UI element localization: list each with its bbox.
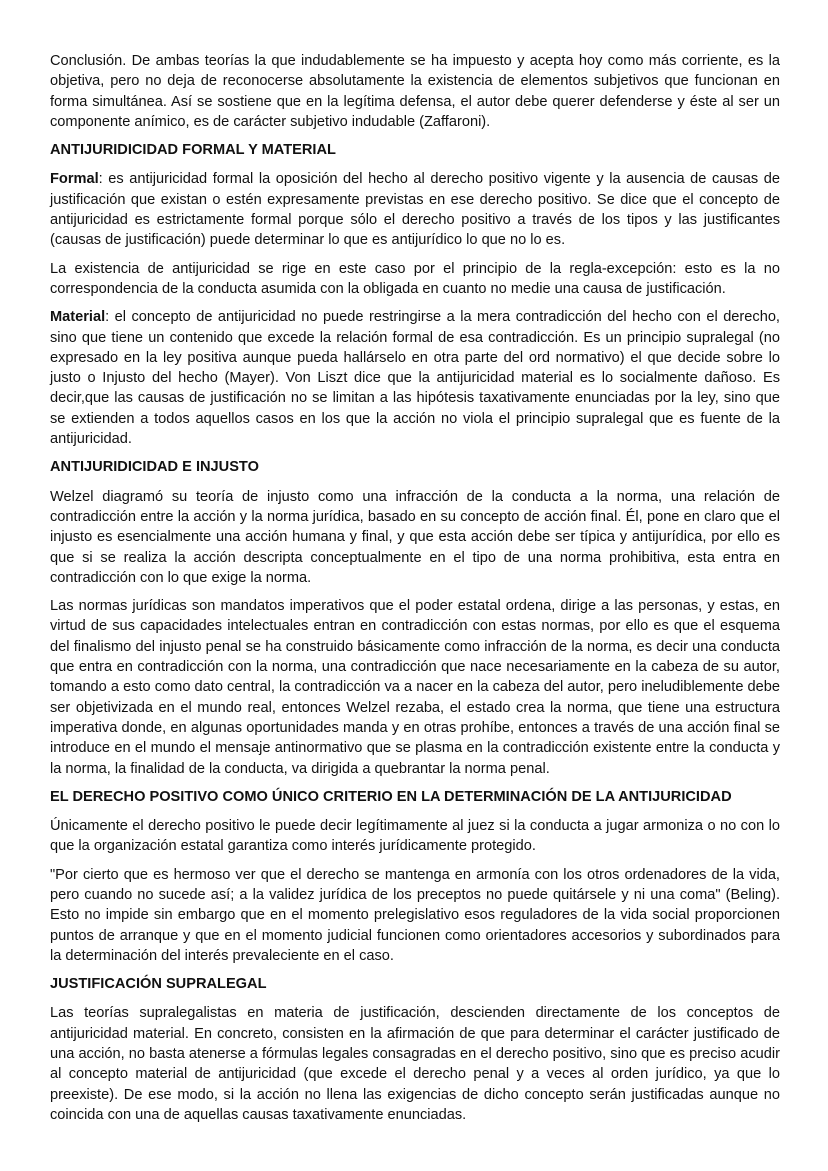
paragraph-regla-excepcion: La existencia de antijuricidad se rige en este caso por el principio de la regla-excepción: esto es la no correspondencia de la conducta asumida con la obligada en cuanto no medie una causa de justificación.: [50, 260, 780, 297]
heading-formal-material: ANTIJURIDICIDAD FORMAL Y MATERIAL: [50, 142, 336, 159]
paragraph-conclusion: Conclusión. De ambas teorías la que indudablemente se ha impuesto y acepta hoy como más corriente, es la objetiva, pero no deja de reconocerse absolutamente la existencia de elementos subjetivos que funcionan en forma simultánea. Así se sostiene que en la legítima defensa, el autor debe querer defenderse y éste al ser un componente anímico, es de carácter subjetivo indudable (Zaffaroni).: [50, 53, 780, 130]
heading-supralegal: JUSTIFICACIÓN SUPRALEGAL: [50, 976, 267, 993]
formal-text: : es antijuricidad formal la oposición del hecho al derecho positivo vigente y la ausencia de causas de justificación que existan o estén expresamente previstas en ese derecho positivo. Se dice que el concepto de antijuricidad es estrictamente formal porque sólo el derecho positivo a través de los tipos y las justificantes (causas de justificación) puede determinar lo que es antijurídico lo que no lo es.: [50, 171, 780, 249]
paragraph-welzel-2: Las normas jurídicas son mandatos imperativos que el poder estatal ordena, dirige a las personas, y estas, en virtud de sus capacidades intelectuales entran en contradicción con estas normas, por ello es que el esquema del finalismo del injusto penal se ha construido básicamente como infracción de la norma, es decir una conducta que entra en contradicción con la norma, una contradicción que nace necesariamente en la cabeza de su autor, tomando a esto como dato central, la contradicción va a nacer en la cabeza del autor, pero ineludiblemente debe ser objetivizada en el mundo real, entonces Welzel rezaba, el estado crea la norma, que tiene una estructura imperativa donde, en algunas oportunidades manda y en otras prohíbe, entonces a través de una acción final se introduce en el mundo el mensaje antinormativo que se plasma en la contradicción existente entre la conducta y la norma, la finalidad de la conducta, va dirigida a quebrantar la norma penal.: [50, 598, 780, 777]
term-formal: Formal: [50, 171, 99, 188]
material-text: : el concepto de antijuricidad no puede restringirse a la mera contradicción del hecho con el derecho, sino que tiene un contenido que excede la relación formal de esa contradicción. Es un principio supralegal (no expresado en la ley positiva aunque pueda hallárselo en otra parte del ord normativo) el que decide sobre lo justo o Injusto del hecho (Mayer). Von Liszt dice que la antijuricidad material es lo socialmente dañoso. Es decir,que las causas de justificación no se limitan a las hipótesis taxativamente enunciadas por la ley, sino que se extienden a todos aquellos casos en los que la acción no viola el principio supralegal que es fuente de la antijuricidad.: [50, 309, 780, 448]
heading-derecho-positivo: EL DERECHO POSITIVO COMO ÚNICO CRITERIO EN LA DETERMINACIÓN DE LA ANTIJURICIDAD: [50, 788, 732, 805]
paragraph-positivo-2: "Por cierto que es hermoso ver que el derecho se mantenga en armonía con los otros ordenadores de la vida, pero cuando no sucede así; a la validez jurídica de los preceptos no puede quitársele y ni una coma" (Beling). Esto no impide sin embargo que en el momento prelegislativo esos reguladores de la vida social proporcionen puntos de arranque y que en el momento judicial funcionen como orientadores accesorios y subordinados para la determinación del interés prevaleciente en el caso.: [50, 866, 780, 964]
paragraph-positivo-1: Únicamente el derecho positivo le puede decir legítimamente al juez si la conducta a jugar armoniza o no con lo que la organización estatal garantiza como interés jurídicamente protegido.: [50, 818, 780, 855]
term-material: Material: [50, 309, 106, 326]
paragraph-supralegal: Las teorías supralegalistas en materia de justificación, descienden directamente de los conceptos de antijuricidad material. En concreto, consisten en la afirmación de que para determinar el carácter justificado de una acción, no basta atenerse a fórmulas legales consagradas en el derecho positivo, sino que es preciso acudir al concepto material de antijuricidad (que excede el derecho penal y a veces al orden jurídico, ya que lo preexiste). De ese modo, si la acción no llena las exigencias de dicho concepto serán justificadas aunque no coincida con una de aquellas causas taxativamente enunciadas.: [50, 1005, 780, 1123]
heading-injusto: ANTIJURIDICIDAD E INJUSTO: [50, 459, 259, 476]
paragraph-welzel-1: Welzel diagramó su teoría de injusto como una infracción de la conducta a la norma, una relación de contradicción entre la acción y la norma jurídica, basado en su concepto de acción final. Él, pone en claro que el injusto es esencialmente una acción humana y final, y que esta acción debe ser típica y antijurídica, por ello es que si se realiza la acción descripta conceptualmente en el tipo de una norma prohibitiva, esta entra en contradicción con lo que exige la norma.: [50, 488, 780, 586]
paragraph-formal: [50, 169, 780, 250]
paragraph-material: [50, 307, 780, 449]
